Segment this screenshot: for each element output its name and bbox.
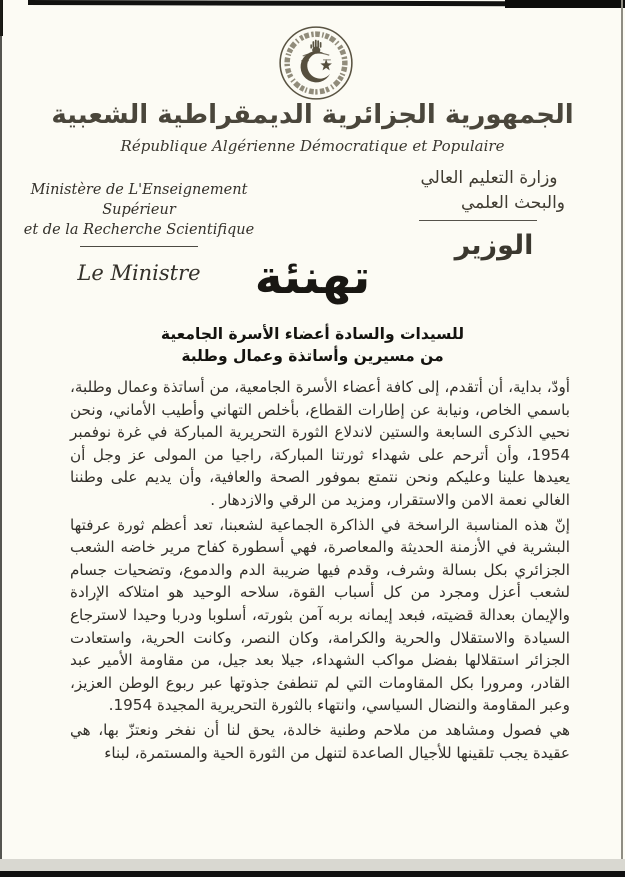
ministry-fr-line1: Ministère de L'Enseignement Supérieur: [30, 182, 248, 218]
ministry-block-arabic: [389, 166, 589, 261]
scan-edge-bottom-gray: [0, 859, 625, 871]
addressee-heading: [0, 324, 625, 367]
scan-edge-bottom-black: [0, 871, 625, 877]
addressee-line1: للسيدات والسادة أعضاء الأسرة الجامعية: [160, 325, 465, 343]
ministry-fr-line2: et de la Recherche Scientifique: [23, 222, 255, 238]
letter-calligraphic-title: تهنئة: [254, 250, 371, 305]
ministry-ar-line2: والبحث العلمي: [460, 193, 566, 213]
ministry-ar-divider: [419, 220, 537, 221]
letter-paragraph: هي فصول ومشاهد من ملاحم وطنية خالدة، يحق لنا أن نفخر ونعتزّ بها، هي عقيدة يجب تلقينها للأجيال الصاعدة لتنهل من الثورة الحية والمستمرة، لبناء: [70, 720, 570, 762]
national-emblem-icon: [276, 24, 356, 102]
republic-title-arabic: الجمهورية الجزائرية الديمقراطية الشعبية: [51, 100, 574, 130]
ministry-fr-divider: [80, 246, 198, 247]
letter-paragraph: أودّ، بداية، أن أتقدم، إلى كافة أعضاء الأسرة الجامعية، من أساتذة وعمال وطلبة، باسمي الخاص، ونيابة عن إطارات القطاع، بأخلص التهاني وأطيب الأماني، ونحن نحيي الذكرى السابعة والستين لاندلاع الثورة التحريرية المباركة في غرة نوفمبر 1954، وأن أترحم على شهداء ثورتنا المباركة، راجيا من المولى عز وجل أن يعيدها علينا وعليكم ونحن نتمتع بموفور الصحة والعافية، وأن يديم على وطننا الغالي نعمة الامن والاستقرار، ومزيد من الرقي والازدهار .: [70, 378, 570, 509]
ministry-ar-line1: وزارة التعليم العالي: [420, 168, 558, 188]
republic-title-french: République Algérienne Démocratique et Populaire: [120, 137, 505, 155]
addressee-line2: من مسيرين وأساتذة وعمال وطلبة: [181, 346, 444, 365]
minister-title-french: Le Ministre: [77, 261, 201, 285]
minister-title-arabic: الوزير: [454, 230, 534, 261]
letter-body: [70, 376, 570, 766]
letter-paragraph: إنّ هذه المناسبة الراسخة في الذاكرة الجماعية لشعبنا، تعد أعظم ثورة عرفتها البشرية في الأزمنة الحديثة والمعاصرة، فهي أسطورة كفاح مرير خاضه الشعب الجزائري بكل بسالة وشرف، وقدم فيها ضريبة الدم والدموع، وتضحيات جسام لشعب أعزل ومجرد من كل أسباب القوة، سلاحه الوحيد هو امتلاكه الإرادة والإيمان بعدالة قضيته، فبعد إيمانه بربه آمن بثورته، أسلوبا ودربا وحيدا لاسترجاع السيادة والاستقلال والحرية والكرامة، وكان النصر، وكانت الحرية، واستعادت الجزائر استقلالها بفضل مواكب الشهداء، جيلا بعد جيل، من مقاومة الأمير عبد القادر، ومرورا بكل المقاومات التي لم تنطفئ جذوتها عبر ربوع الوطن العزيز، وعبر المقاومة والنضال السياسي، وانتهاء بالثورة التحريرية المجيدة 1954.: [70, 515, 570, 715]
scan-edge-top-right: [505, 0, 625, 8]
star-icon: [320, 59, 332, 70]
